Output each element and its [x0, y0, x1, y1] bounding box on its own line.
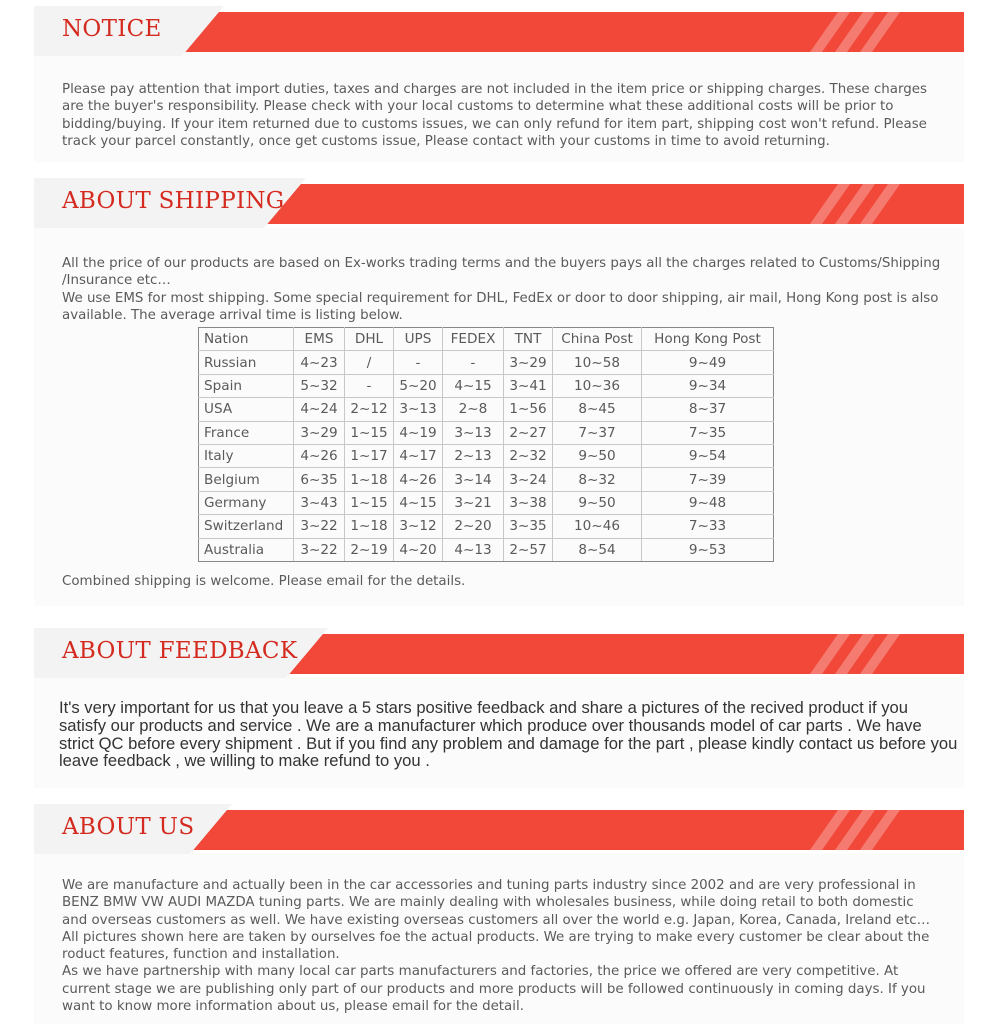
table-cell: 1~18	[345, 468, 394, 491]
table-cell: 9~50	[553, 444, 642, 467]
table-row	[199, 444, 774, 467]
table-header-cell: DHL	[345, 328, 394, 351]
shipping-intro	[62, 255, 942, 324]
notice-title: NOTICE	[62, 16, 162, 42]
table-cell: -	[443, 351, 504, 374]
table-cell: 9~49	[642, 351, 774, 374]
table-cell: 5~32	[294, 374, 345, 397]
table-cell: 7~33	[642, 515, 774, 538]
shipping-title: ABOUT SHIPPING	[62, 188, 285, 214]
table-cell: 10~58	[553, 351, 642, 374]
table-header-cell: TNT	[504, 328, 553, 351]
table-cell: Spain	[199, 374, 294, 397]
table-cell: 1~56	[504, 398, 553, 421]
table-cell: 3~22	[294, 515, 345, 538]
table-cell: 3~41	[504, 374, 553, 397]
notice-paragraph: Please pay attention that import duties, taxes and charges are not included in the item price or shipping charges. These charges are the buyer's responsibility. Please check with your local customs to determine what these additional costs will be prior to bidding/buying. If your item returned due to customs issues, we can only refund for item part, shipping cost won't refund. Please track your parcel constantly, once get customs issue, Please contact with your customs in time to avoid returning.	[62, 82, 927, 149]
table-cell: 8~54	[553, 538, 642, 561]
table-cell: Belgium	[199, 468, 294, 491]
table-cell: 3~21	[443, 491, 504, 514]
table-cell: 1~15	[345, 491, 394, 514]
shipping-banner	[34, 178, 964, 222]
table-cell: 8~45	[553, 398, 642, 421]
feedback-banner	[34, 628, 964, 672]
about-us-paragraph-1: We are manufacture and actually been in the car accessories and tuning parts industry since 2002 and are very professional in BENZ BMW VW AUDI MAZDA tuning parts. We are mainly dealing with wholesales business, while doing retail to both domestic and overseas customers as well. We have existing overseas customers all over the world e.g. Japan, Korea, Canada, Ireland etc…	[62, 878, 931, 928]
table-row	[199, 491, 774, 514]
table-cell: 2~27	[504, 421, 553, 444]
table-cell: 1~15	[345, 421, 394, 444]
shipping-paragraph-1: All the price of our products are based on Ex-works trading terms and the buyers pays all the charges related to Customs/Shipping /Insurance etc…	[62, 256, 941, 289]
table-row	[199, 374, 774, 397]
table-cell: Germany	[199, 491, 294, 514]
table-cell: 3~13	[394, 398, 443, 421]
table-cell: 2~8	[443, 398, 504, 421]
table-cell: Australia	[199, 538, 294, 561]
feedback-title: ABOUT FEEDBACK	[62, 638, 298, 664]
table-cell: 4~26	[394, 468, 443, 491]
table-cell: 3~29	[504, 351, 553, 374]
table-cell: 3~12	[394, 515, 443, 538]
table-cell: 1~17	[345, 444, 394, 467]
table-row	[199, 468, 774, 491]
table-header-cell: Nation	[199, 328, 294, 351]
table-cell: 4~17	[394, 444, 443, 467]
table-cell: 7~39	[642, 468, 774, 491]
table-row	[199, 351, 774, 374]
table-row	[199, 515, 774, 538]
table-row	[199, 421, 774, 444]
table-header-cell: China Post	[553, 328, 642, 351]
table-cell: 2~12	[345, 398, 394, 421]
table-cell: 4~23	[294, 351, 345, 374]
table-cell: 4~20	[394, 538, 443, 561]
table-cell: 3~29	[294, 421, 345, 444]
table-cell: 2~20	[443, 515, 504, 538]
table-cell: 9~34	[642, 374, 774, 397]
table-row	[199, 398, 774, 421]
table-cell: Switzerland	[199, 515, 294, 538]
shipping-time-table	[198, 327, 774, 562]
table-cell: 9~53	[642, 538, 774, 561]
table-cell: -	[394, 351, 443, 374]
table-header-row	[199, 328, 774, 351]
table-cell: 1~18	[345, 515, 394, 538]
table-cell: 4~13	[443, 538, 504, 561]
about-us-paragraph-2: All pictures shown here are taken by ourselves foe the actual products. We are trying to make every customer be clear about the roduct features, function and installation.	[62, 929, 930, 963]
table-cell: France	[199, 421, 294, 444]
about-us-title: ABOUT US	[62, 814, 195, 840]
notice-text	[62, 81, 942, 150]
table-cell: Russian	[199, 351, 294, 374]
shipping-paragraph-2: We use EMS for most shipping. Some special requirement for DHL, FedEx or door to door shipping, air mail, Hong Kong post is also available. The average arrival time is listing below.	[62, 290, 939, 323]
table-cell: 5~20	[394, 374, 443, 397]
table-cell: 4~15	[443, 374, 504, 397]
table-header-cell: UPS	[394, 328, 443, 351]
feedback-text	[59, 699, 959, 770]
table-cell: 2~19	[345, 538, 394, 561]
table-cell: 2~32	[504, 444, 553, 467]
table-cell: -	[345, 374, 394, 397]
table-cell: /	[345, 351, 394, 374]
table-cell: 8~32	[553, 468, 642, 491]
table-cell: 9~50	[553, 491, 642, 514]
table-cell: 4~15	[394, 491, 443, 514]
table-cell: 9~48	[642, 491, 774, 514]
table-cell: 2~13	[443, 444, 504, 467]
table-cell: 3~13	[443, 421, 504, 444]
table-cell: 8~37	[642, 398, 774, 421]
table-cell: 3~38	[504, 491, 553, 514]
table-cell: 3~14	[443, 468, 504, 491]
table-cell: Italy	[199, 444, 294, 467]
table-cell: 3~22	[294, 538, 345, 561]
shipping-footer-text: Combined shipping is welcome. Please email for the details.	[62, 574, 466, 589]
table-cell: 7~37	[553, 421, 642, 444]
table-cell: 3~43	[294, 491, 345, 514]
table-cell: 4~26	[294, 444, 345, 467]
table-header-cell: Hong Kong Post	[642, 328, 774, 351]
table-cell: 4~24	[294, 398, 345, 421]
table-header-cell: EMS	[294, 328, 345, 351]
about-us-banner	[34, 804, 964, 848]
table-cell: 3~35	[504, 515, 553, 538]
feedback-paragraph: It's very important for us that you leave a 5 stars positive feedback and share a pictures of the recived product if you satisfy our products and service . We are a manufacturer which produce over thousands model of car parts . We have strict QC before every shipment . But if you find any problem and damage for the part , please kindly contact us before you leave feedback , we willing to make refund to you .	[59, 698, 958, 771]
table-cell: 3~24	[504, 468, 553, 491]
table-cell: 9~54	[642, 444, 774, 467]
table-cell: 10~46	[553, 515, 642, 538]
table-row	[199, 538, 774, 561]
shipping-footer	[62, 573, 942, 590]
table-cell: 4~19	[394, 421, 443, 444]
table-cell: 10~36	[553, 374, 642, 397]
table-cell: 2~57	[504, 538, 553, 561]
table-cell: USA	[199, 398, 294, 421]
about-us-text	[62, 877, 942, 1015]
table-cell: 7~35	[642, 421, 774, 444]
table-cell: 6~35	[294, 468, 345, 491]
notice-banner	[34, 6, 964, 50]
table-header-cell: FEDEX	[443, 328, 504, 351]
about-us-paragraph-3: As we have partnership with many local car parts manufacturers and factories, the price we offered are very competitive. At current stage we are publishing only part of our products and more products will be followed continuously in coming days. If you want to know more information about us, please email for the detail.	[62, 964, 926, 1015]
